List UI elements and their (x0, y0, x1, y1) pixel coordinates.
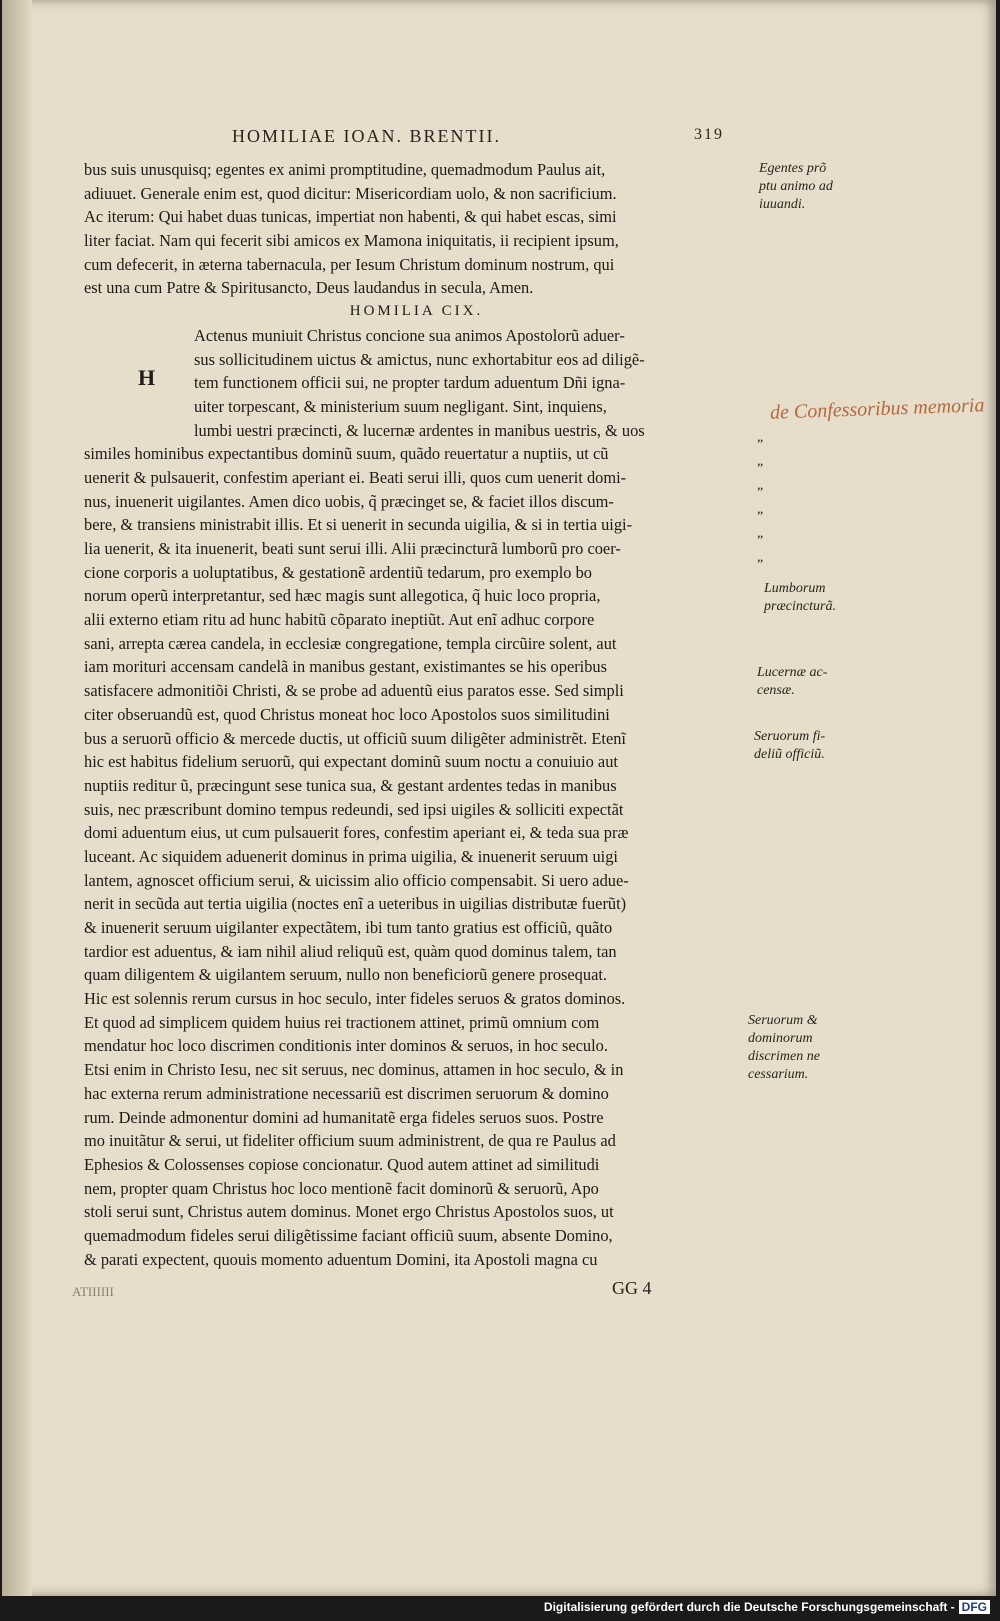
text-line: satisfacere admonitiõi Christi, & se probe ad aduentũ eius paratos esse. Sed simpli (84, 681, 624, 701)
text-line: cum defecerit, in æterna tabernacula, per Iesum Christum dominum nostrum, qui (84, 254, 615, 274)
main-text-block (84, 158, 749, 1271)
quote-mark: „ (757, 550, 764, 565)
quote-mark: „ (757, 430, 764, 445)
margin-note-discrimen (748, 1012, 820, 1084)
margin-note-lumborum (764, 580, 836, 616)
text-line: stoli serui sunt, Christus autem dominus. Monet ergo Christus Apostolos suos, ut (84, 1202, 614, 1222)
text-line: mendatur hoc loco discrimen conditionis inter dominos & seruos, in hoc seculo. (84, 1036, 608, 1056)
header-title: HOMILIAE IOAN. BRENTII. (232, 126, 501, 146)
text-line: mo inuitãtur & serui, ut fideliter officium suum administrent, de qua re Paulus ad (84, 1131, 616, 1151)
margin-note-line: Seruorum fi- (754, 729, 826, 744)
text-line: Hic est solennis rerum cursus in hoc seculo, inter fideles seruos & gratos dominos. (84, 989, 626, 1009)
text-line: iam morituri accensam candelã in manibus gestant, existimantes se his operibus (84, 657, 607, 677)
margin-note-line: Lucernæ ac- (757, 665, 828, 680)
text-line: uiter torpescant, & ministerium suum negligant. Sint, inquiens, (194, 396, 607, 416)
text-line: alii externo etiam ritu ad hunc habitũ cõparato ineptiũt. Aut enĩ adhuc corpore (84, 610, 595, 630)
text-line: Etsi enim in Christo Iesu, nec sit seruus, nec dominus, attamen in hoc seculo, & in (84, 1060, 624, 1080)
text-line: lantem, agnoscet officium serui, & uicissim alio officio compensabit. Si uero adue- (84, 870, 629, 890)
margin-note-line: Lumborum (764, 581, 826, 596)
margin-note-lucernae (757, 664, 827, 700)
text-line: adiuuet. Generale enim est, quod dicitur: Misericordiam uolo, & non sacrificium. (84, 183, 617, 203)
page-gutter (2, 0, 32, 1596)
text-line: suis, nec præscribunt domino tempus redeundi, sed ipsi uigiles & solliciti expectãt (84, 799, 624, 819)
text-line: luceant. Ac siquidem aduenerit dominus in prima uigilia, & inuenerit seruum uigi (84, 846, 618, 866)
text-line: & parati expectent, quouis momento aduentum Domini, ita Apostoli magna cu (84, 1249, 598, 1269)
margin-note-line: discrimen ne (748, 1049, 820, 1064)
signature-mark: GG 4 (612, 1278, 652, 1298)
text-line: tem functionem officii sui, ne propter tardum aduentum Dñi igna- (194, 373, 626, 393)
quote-mark: „ (757, 454, 764, 469)
text-line: citer obseruandũ est, quod Christus moneat hoc loco Apostolos suos similitudini (84, 704, 610, 724)
text-line: & inuenerit seruum uigilanter expectãtem, ibi tum tanto gratius est officiũ, quãto (84, 918, 613, 937)
drop-capital: H (138, 365, 156, 390)
text-line: similes hominibus expectantibus dominũ suum, quãdo reuertatur a nuptiis, ut cũ (84, 444, 609, 464)
text-line: Actenus muniuit Christus concione sua animos Apostolorũ aduer- (194, 325, 625, 345)
text-line: Et quod ad simplicem quidem huius rei tractionem attinet, primũ omnium com (84, 1012, 600, 1032)
margin-note-line: deliũ officiũ. (754, 747, 825, 762)
text-line: cione corporis a uoluptatibus, & gestationẽ ardentiũ tedarum, pro exemplo bo (84, 562, 592, 582)
margin-note-line: censæ. (757, 683, 795, 698)
text-line: rum. Deinde admonentur domini ad humanitatẽ erga fideles seruos suos. Postre (84, 1107, 604, 1127)
quote-mark: „ (757, 478, 764, 493)
margin-note-line: ptu animo ad (759, 179, 833, 194)
handwritten-annotation: de Confessoribus memoria (769, 394, 985, 424)
margin-note-line: Egentes prõ (759, 161, 827, 176)
dfg-logo: DFG (959, 1600, 990, 1614)
credit-text: Digitalisierung gefördert durch die Deutsche Forschungsgemeinschaft - (543, 1600, 955, 1614)
text-line: nerit in secũda aut tertia uigilia (noctes enĩ a ueteribus in uigilias distributæ fuerũt) (84, 894, 627, 914)
text-line: nus, inuenerit uigilantes. Amen dico uobis, q̃ præcinget se, & faciet illos discum- (84, 491, 614, 511)
text-line: sani, arrepta cærea candela, in ecclesiæ congregatione, templa circũire solent, aut (84, 633, 617, 653)
text-line: Ac iterum: Qui habet duas tunicas, impertiat non habenti, & qui habet escas, simi (84, 207, 617, 227)
text-line: lia uenerit, & ita inuenerit, beati sunt serui illi. Alii præcincturã lumborũ pro coer- (84, 539, 621, 558)
homily-heading: HOMILIA CIX. (349, 303, 484, 320)
digitization-credit (544, 1600, 990, 1614)
text-line: quam diligentem & uigilantem seruum, nullo non beneficiorũ genere prosequat. (84, 965, 607, 985)
margin-note-line: Seruorum & (748, 1013, 818, 1028)
book-page (2, 0, 996, 1596)
text-line: bere, & transiens ministrabit illis. Et si uenerit in secunda uigilia, & si in tertia uigi- (84, 515, 633, 535)
text-line: lumbi uestri præcincti, & lucernæ ardentes in manibus uestris, & uos (194, 420, 645, 440)
text-line: uenerit & pulsauerit, confestim aperiant ei. Beati serui illi, quos cum uenerit domi- (84, 467, 627, 487)
running-header (232, 126, 752, 150)
bleed-through-text: ATIIIIII (72, 1284, 114, 1299)
quote-mark: „ (757, 526, 764, 541)
text-line: tardior est aduentus, & iam nihil aliud reliquũ est, quàm quod dominus talem, tan (84, 941, 617, 961)
quote-mark: „ (757, 502, 764, 517)
text-line: hic est habitus fidelium seruorũ, qui expectant dominũ suum noctu a conuiuio aut (84, 752, 618, 772)
text-line: liter faciat. Nam qui fecerit sibi amicos ex Mamona iniquitatis, ii recipient ipsum, (84, 231, 619, 251)
text-line: nuptiis reditur ũ, præcingunt sese tunica sua, & gestant ardentes tedas in manibus (84, 775, 617, 795)
margin-note-line: dominorum (748, 1031, 813, 1046)
text-line: hac externa rerum administratione necessariũ est discrimen seruorum & domino (84, 1083, 609, 1103)
text-line: bus a seruorũ officio & mercede ductis, ut officiũ suum diligẽter administrẽt. Etenĩ (84, 728, 626, 748)
text-line: nem, propter quam Christus hoc loco mentionẽ facit dominorũ & seruorũ, Apo (84, 1178, 599, 1198)
text-line: domi aduentum eius, ut cum pulsauerit fores, confestim aperiant ei, & teda sua præ (84, 823, 629, 843)
text-line: norum operũ interpretantur, sed hæc magis sunt allegotica, q̃ huic loco propria, (84, 586, 601, 606)
text-line: bus suis unusquisq; egentes ex animi promptitudine, quemadmodum Paulus ait, (84, 160, 606, 179)
text-line: quemadmodum fideles serui diligẽtissime faciant officiũ suum, absente Domino, (84, 1225, 613, 1245)
margin-note-line: iuuandi. (759, 197, 806, 212)
margin-note-seruorum-fidelium (754, 728, 825, 764)
text-line: sus sollicitudinem uictus & amictus, nunc exhortabitur eos ad diligẽ- (194, 349, 645, 369)
folio-number: 319 (694, 126, 724, 143)
margin-note-line: cessarium. (748, 1067, 809, 1082)
text-line: Ephesios & Colossenses copiose concionatur. Quod autem attinet ad similitudi (84, 1154, 600, 1174)
margin-note-line: præcincturã. (764, 599, 836, 614)
text-line: est una cum Patre & Spiritusancto, Deus laudandus in secula, Amen. (84, 278, 534, 298)
margin-note-egentes (759, 160, 833, 214)
